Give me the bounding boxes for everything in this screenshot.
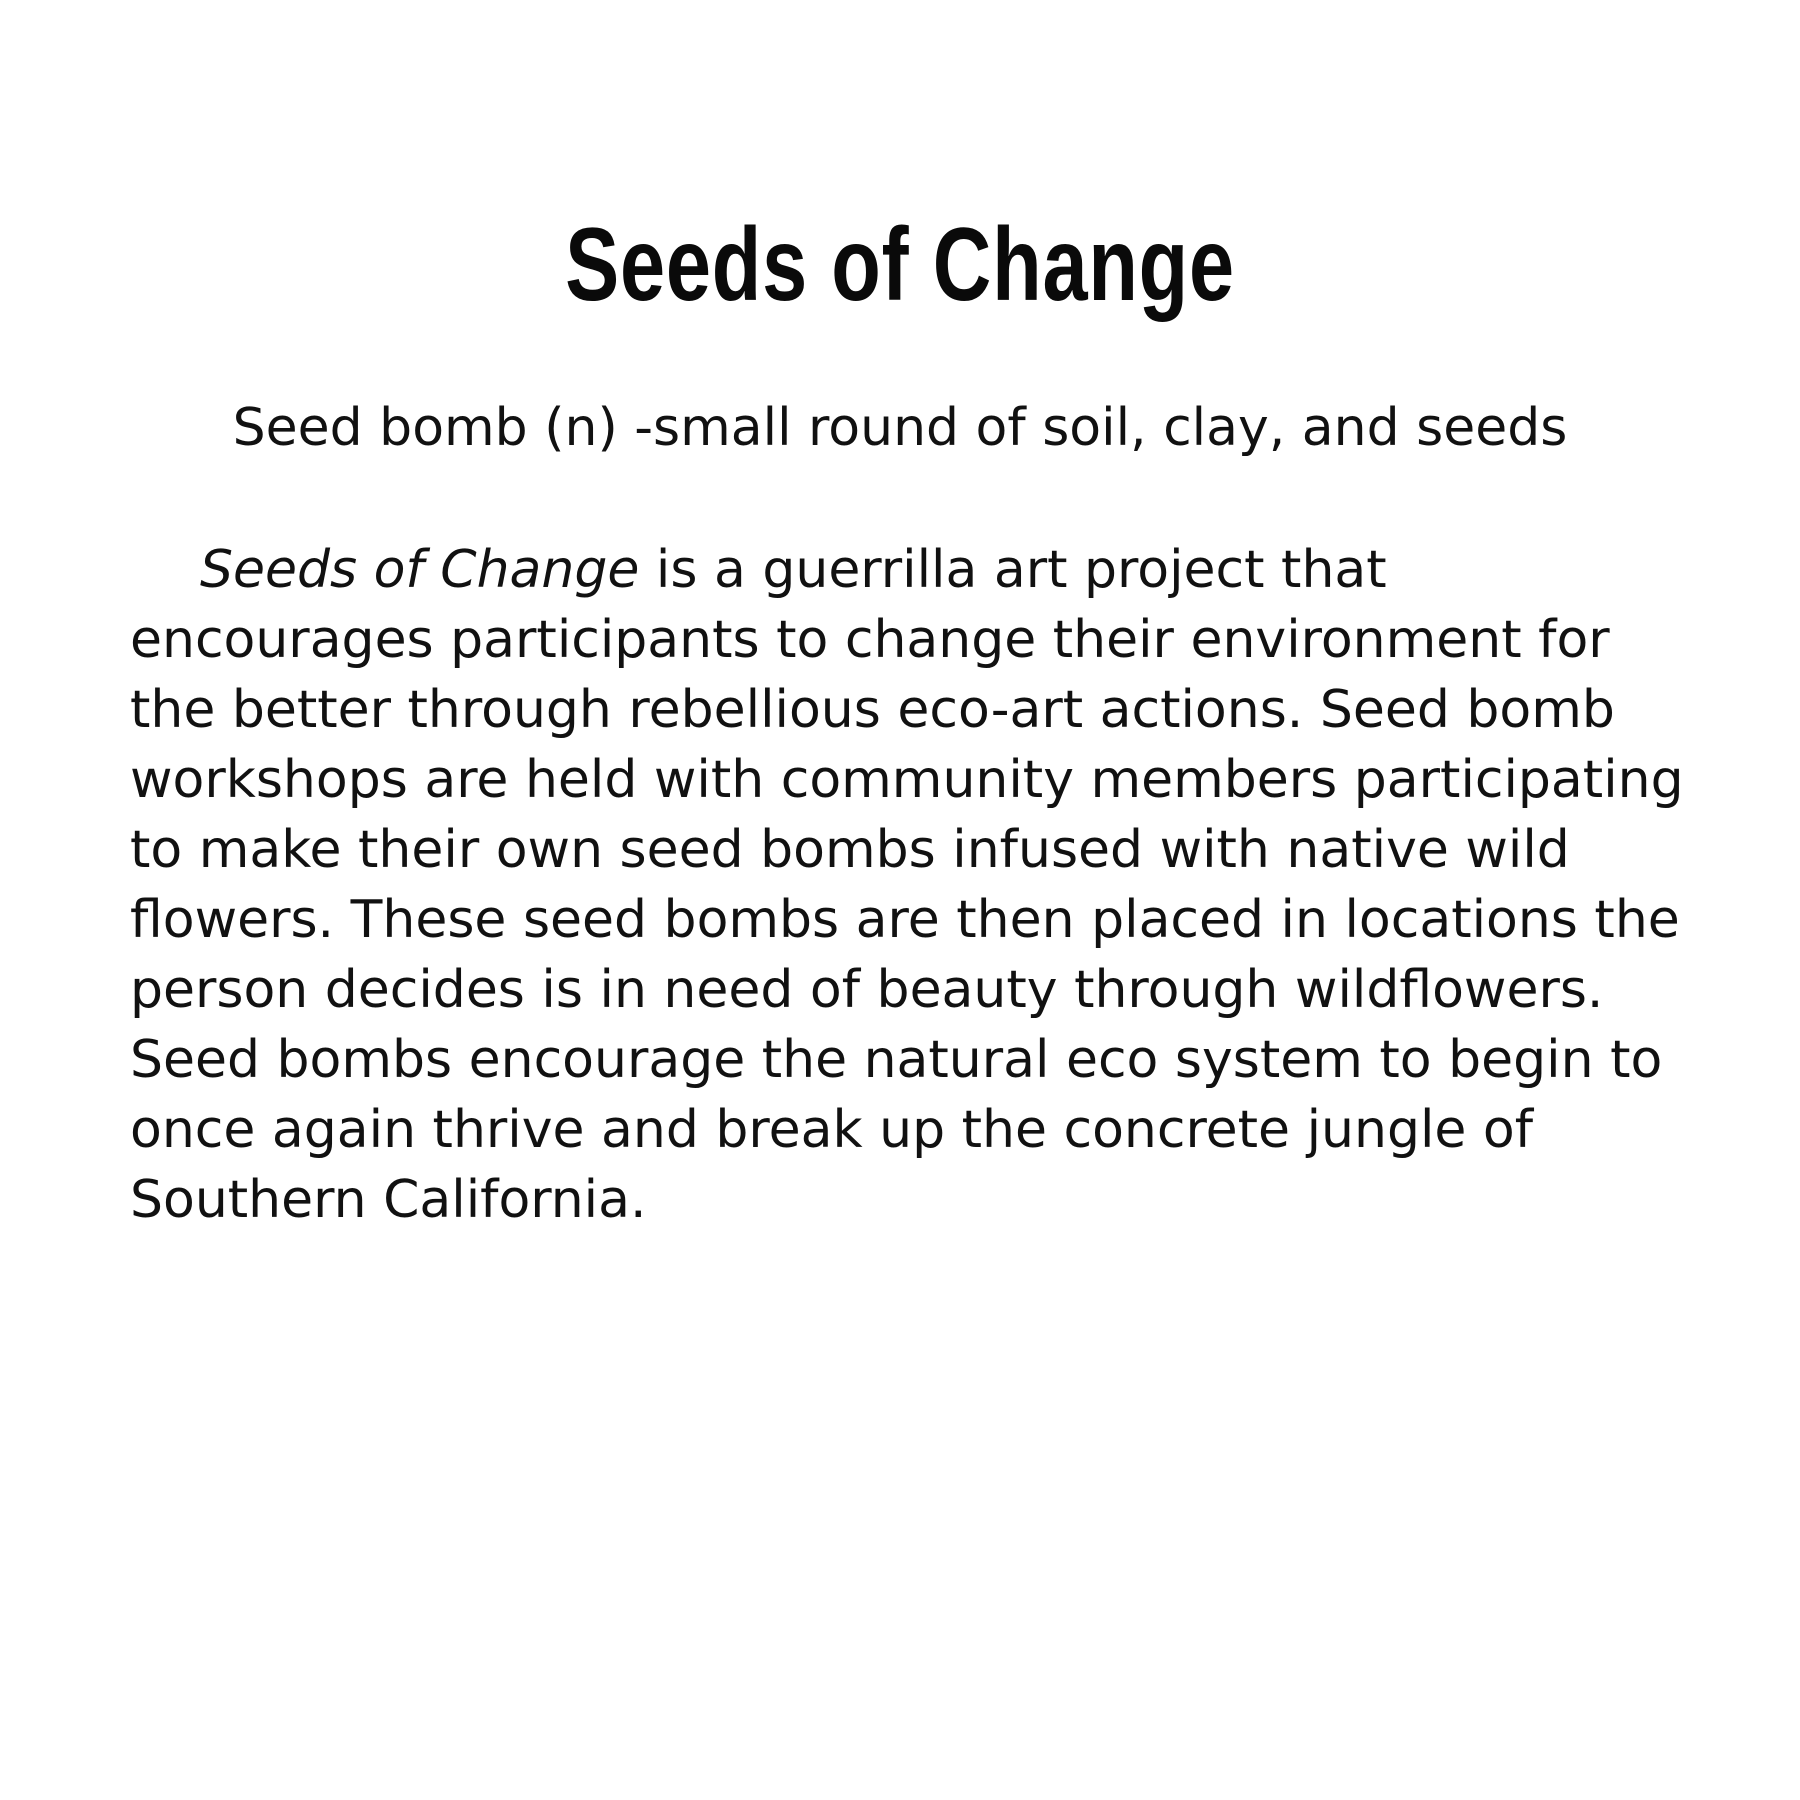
italic-project-title: Seeds of Change — [200, 540, 640, 600]
body-line: once again thrive and break up the concrete jungle of — [130, 1100, 1534, 1160]
body-line-1 — [130, 535, 1690, 605]
body-line: workshops are held with community members participating — [130, 750, 1684, 810]
body-line-1-text: is a guerrilla art project that — [639, 540, 1387, 600]
body-line: encourages participants to change their environment for — [130, 610, 1610, 670]
body-line: Seed bombs encourage the natural eco system to begin to — [130, 1030, 1663, 1090]
body-line: to make their own seed bombs infused with native wild — [130, 820, 1570, 880]
definition-text: Seed bomb (n) -small round of soil, clay, and seeds — [232, 398, 1568, 458]
body-line: the better through rebellious eco-art actions. Seed bomb — [130, 680, 1615, 740]
body-line: person decides is in need of beauty through wildflowers. — [130, 960, 1604, 1020]
body-paragraph — [130, 535, 1690, 1235]
body-line: Southern California. — [130, 1170, 647, 1230]
page-title: Seeds of Change — [565, 207, 1235, 323]
body-line: flowers. These seed bombs are then placed in locations the — [130, 890, 1680, 950]
